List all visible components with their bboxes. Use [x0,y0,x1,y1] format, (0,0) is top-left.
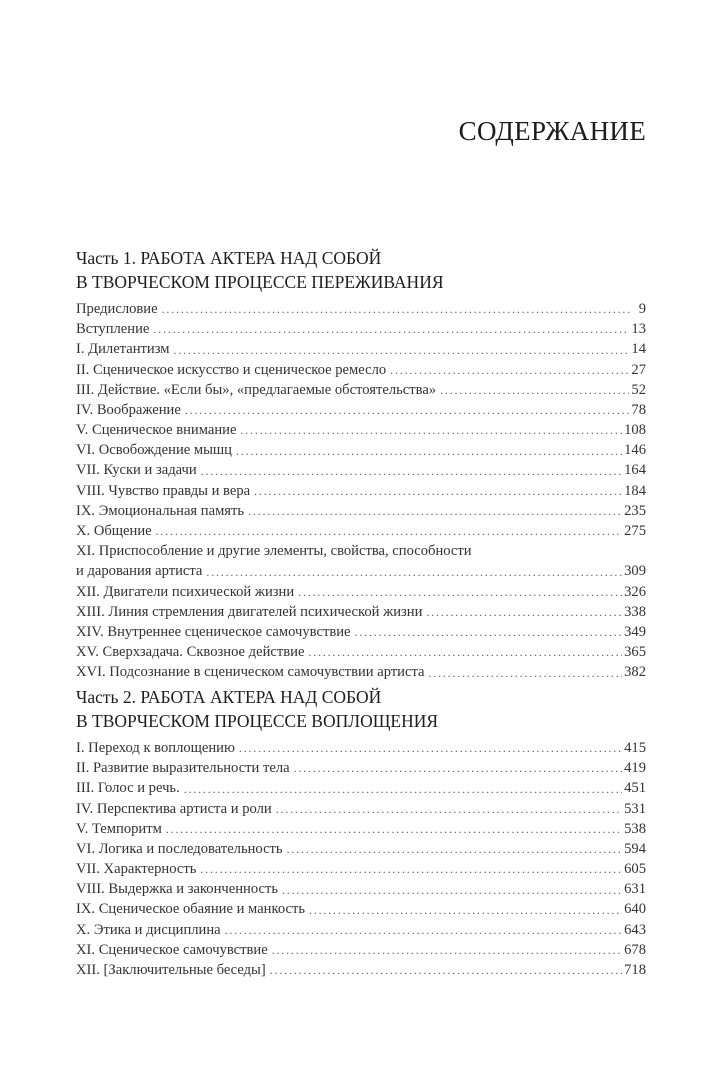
dot-leader [153,319,629,339]
page-number: 640 [624,901,646,918]
entry-title: X. Этика и дисциплина [76,921,221,938]
toc-entry[interactable] [76,501,646,521]
toc-entry[interactable] [76,380,646,400]
page-number: 538 [624,820,646,837]
entry-title: V. Темпоритм [76,820,162,837]
page-number: 235 [624,502,646,519]
entry-title: IV. Перспектива артиста и роли [76,800,272,817]
entry-title: IV. Воображение [76,401,181,418]
toc-entry[interactable] [76,859,646,879]
dot-leader [309,900,622,920]
entry-title: XIV. Внутреннее сценическое самочувствие [76,624,351,641]
page-number: 382 [624,664,646,681]
dot-leader [429,662,623,682]
page-number: 309 [624,563,646,580]
page-number: 108 [624,422,646,439]
page-number: 14 [631,341,646,358]
toc-entry[interactable] [76,960,646,980]
dot-leader [282,879,622,899]
dot-leader [294,758,622,778]
part-heading-line-2: В ТВОРЧЕСКОМ ПРОЦЕССЕ ПЕРЕЖИВАНИЯ [76,272,444,292]
entry-title: VIII. Выдержка и законченность [76,881,278,898]
entry-title: I. Переход к воплощению [76,739,235,756]
entry-title: VI. Логика и последовательность [76,840,283,857]
toc-entry[interactable] [76,900,646,920]
toc-entry[interactable] [76,738,646,758]
entry-title: II. Развитие выразительности тела [76,760,290,777]
toc-entry[interactable] [76,622,646,642]
entry-title: I. Дилетантизм [76,341,170,358]
toc-entry[interactable] [76,339,646,359]
toc-entry[interactable] [76,521,646,541]
dot-leader [225,920,622,940]
entry-title: III. Действие. «Если бы», «предлагаемые обстоятельства» [76,381,437,398]
toc-entry[interactable] [76,400,646,420]
entry-title: V. Сценическое внимание [76,422,237,439]
part-heading [76,685,646,733]
page-number: 718 [624,962,646,979]
dot-leader [308,642,622,662]
toc-entry[interactable] [76,319,646,339]
entry-title-continuation: и дарования артиста [76,563,203,580]
toc-entry[interactable] [76,879,646,899]
entry-title: VII. Характерность [76,861,197,878]
page-number: 349 [624,624,646,641]
page-number: 13 [631,321,646,338]
page-number: 451 [624,780,646,797]
toc-entries [76,738,646,980]
page-number: 643 [624,921,646,938]
part-heading-line-1: Часть 2. РАБОТА АКТЕРА НАД СОБОЙ [76,687,382,707]
dot-leader [426,602,622,622]
dot-leader [254,481,622,501]
dot-leader [248,501,622,521]
dot-leader [298,582,622,602]
page-number: 594 [624,840,646,857]
toc-entry[interactable] [76,819,646,839]
page-number: 419 [624,760,646,777]
page-number: 365 [624,644,646,661]
entry-title: XII. Двигатели психической жизни [76,583,295,600]
dot-leader [166,819,622,839]
toc-entries [76,299,646,683]
page-title: СОДЕРЖАНИЕ [458,116,646,146]
dot-leader [355,622,623,642]
entry-title: XV. Сверхзадача. Сквозное действие [76,644,305,661]
toc-entry[interactable] [76,360,646,380]
entry-title-continuation-row [76,561,646,581]
entry-title: IX. Эмоциональная память [76,502,245,519]
toc-entry[interactable] [76,778,646,798]
entry-title: XII. [Заключительные беседы] [76,962,266,979]
dot-leader [240,420,622,440]
page-number: 275 [624,523,646,540]
page-number: 52 [631,381,646,398]
page-number: 9 [638,300,646,317]
toc-entry[interactable] [76,420,646,440]
dot-leader [162,299,630,319]
page-number: 164 [624,462,646,479]
page-number: 146 [624,442,646,459]
toc-entry[interactable] [76,662,646,682]
toc-entry[interactable] [76,799,646,819]
part-heading [76,246,646,294]
toc-part-2 [76,685,646,980]
entry-title: XIII. Линия стремления двигателей психической жизни [76,603,423,620]
entry-title: Предисловие [76,300,158,317]
page-number: 27 [631,361,646,378]
toc-entry[interactable] [76,440,646,460]
dot-leader [276,799,622,819]
dot-leader [185,400,630,420]
entry-title: Вступление [76,321,150,338]
dot-leader [270,960,622,980]
toc-entry[interactable] [76,582,646,602]
dot-leader [272,940,622,960]
dot-leader [184,778,622,798]
page-number: 415 [624,739,646,756]
page-number: 326 [624,583,646,600]
dot-leader [200,859,622,879]
toc-entry[interactable] [76,758,646,778]
toc-entry[interactable] [76,602,646,622]
dot-leader [174,339,630,359]
page-number: 531 [624,800,646,817]
toc-part-1 [76,246,646,683]
dot-leader [239,738,622,758]
entry-title: XI. Сценическое самочувствие [76,941,268,958]
entry-title: II. Сценическое искусство и сценическое ремесло [76,361,387,378]
toc-entry[interactable] [76,920,646,940]
part-heading-line-2: В ТВОРЧЕСКОМ ПРОЦЕССЕ ВОПЛОЩЕНИЯ [76,711,439,731]
dot-leader [390,360,629,380]
page-number: 338 [624,603,646,620]
entry-title: VII. Куски и задачи [76,462,197,479]
part-heading-line-1: Часть 1. РАБОТА АКТЕРА НАД СОБОЙ [76,248,382,268]
toc-entry[interactable] [76,299,646,319]
entry-title: X. Общение [76,523,152,540]
page-number: 631 [624,881,646,898]
toc-entry[interactable] [76,461,646,481]
dot-leader [201,461,622,481]
entry-title: VI. Освобождение мышц [76,442,232,459]
toc-entry[interactable] [76,839,646,859]
entry-title: III. Голос и речь. [76,780,180,797]
entry-title: VIII. Чувство правды и вера [76,482,251,499]
toc-entry[interactable] [76,481,646,501]
page-number: 78 [631,401,646,418]
page-number: 678 [624,941,646,958]
entry-title: XI. Приспособление и другие элементы, свойства, способности [76,543,472,560]
dot-leader [287,839,623,859]
dot-leader [206,561,622,581]
dot-leader [440,380,629,400]
entry-title: XVI. Подсознание в сценическом самочувствии артиста [76,664,425,681]
dot-leader [156,521,622,541]
page-number: 184 [624,482,646,499]
toc-entry[interactable] [76,940,646,960]
dot-leader [236,440,622,460]
entry-title: IX. Сценическое обаяние и манкость [76,901,306,918]
toc-entry[interactable] [76,642,646,662]
toc-entry[interactable] [76,541,646,581]
page-number: 605 [624,861,646,878]
